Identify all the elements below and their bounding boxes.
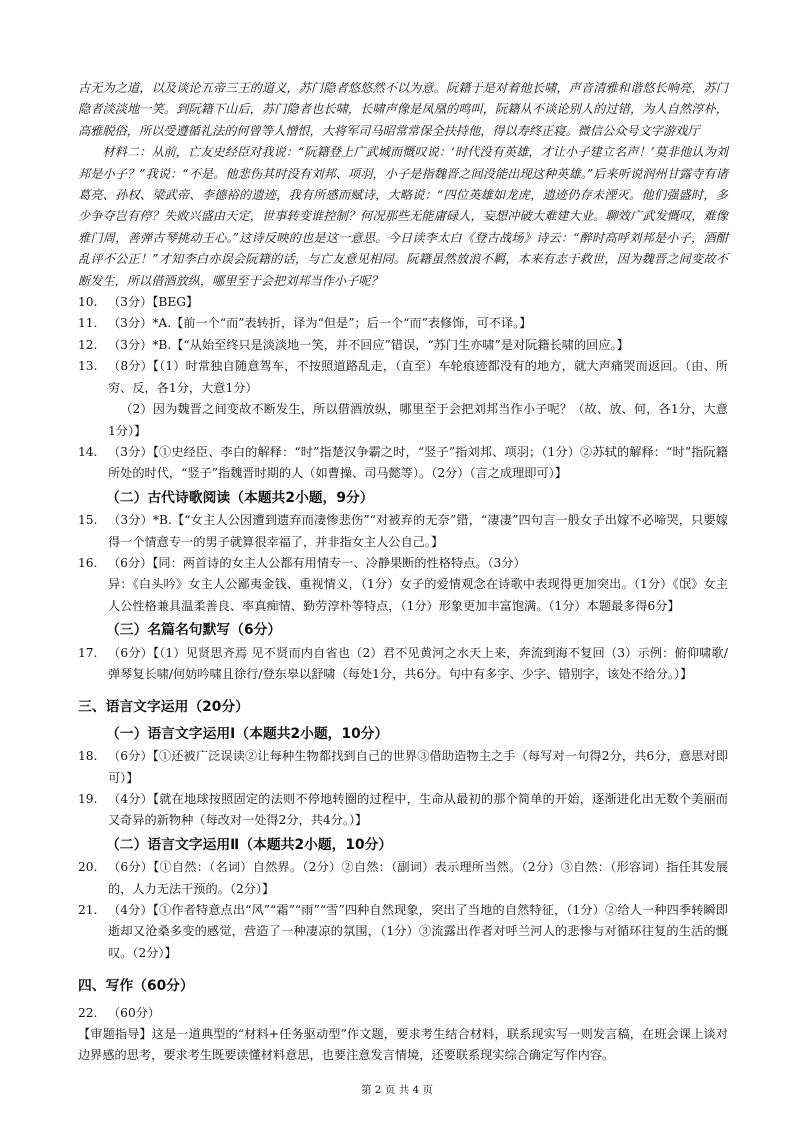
answer-16 xyxy=(78,553,728,574)
question-number: 15. xyxy=(78,513,98,528)
answer-11 xyxy=(78,313,728,334)
part-title-language: 三、语言文字运用（20分） xyxy=(78,699,249,716)
answer-text: （6分）【同：两首诗的女主人公都有用情专一、冷静果断的性格特点。（3分） xyxy=(108,555,526,570)
answer-16-continued: 异：《白头吟》女主人公鄙夷金钱、重视情义，（1分）女子的爱情观念在诗歌中表现得更加突出。（1分）《氓》女主人公性格兼具温柔善良、率真痴情、勤劳淳朴等特点，（1分）形象更加丰富饱满。（1分）本题最多得6分】 xyxy=(108,577,728,613)
answer-text: （3分）*B.【“女主人公因遭到遗弃而凄惨悲伤”“对被弃的无奈”错，“凄凄”四句言一般女子出嫁不必啼哭，只要嫁得一个情意专一的男子就算很幸福了，并非指女主人公自己。】 xyxy=(108,513,728,549)
answer-text: （4分）【就在地球按照固定的法则不停地转圈的过程中，生命从最初的那个简单的开始，逐渐进化出无数个美丽而又奇异的新物种（每改对一处得2分，共4分。）】 xyxy=(108,792,728,828)
answer-22 xyxy=(78,1003,728,1024)
page-footer: 第 2 页 共 4 页 xyxy=(360,1084,434,1096)
section-title-recitation: （三）名篇名句默写（6分） xyxy=(106,622,282,639)
question-number: 22. xyxy=(78,1005,98,1020)
answer-19 xyxy=(78,789,728,832)
answer-10 xyxy=(78,292,728,313)
question-number: 12. xyxy=(78,337,98,352)
section-title-poetry: （二）古代诗歌阅读（本题共2小题，9分） xyxy=(106,489,374,506)
question-number: 16. xyxy=(78,555,98,570)
answer-17 xyxy=(78,643,728,686)
question-number: 19. xyxy=(78,792,98,806)
answer-text: （6分）【①自然：（名词）自然界。（2分）②自然：（副词）表示理所当然。（2分）③自然：（形容词）指任其发展的，人力无法干预的。（2分）】 xyxy=(108,860,728,896)
section-title-language-2: （二）语言文字运用Ⅱ（本题共2小题，10分） xyxy=(106,836,393,853)
answer-text: （3分）【①史经臣、李白的解释：“时”指楚汉争霸之时，“竖子”指刘邦、项羽；（1分）②苏轼的解释：“时”指阮籍所处的时代，“竖子”指魏晋时期的人（如曹操、司马懿等）。（2分）（言之成理即可）】 xyxy=(108,444,728,481)
answer-text: （6分）【①还被广泛误读②让每种生物都找到自己的世界③借助造物主之手（每写对一句得2分，共6分，意思对即可）】 xyxy=(108,749,728,785)
writing-guide: 【审题指导】这是一道典型的“材料+任务驱动型”作文题，要求考生结合材料，联系现实写一则发言稿，在班会课上谈对边界感的思考，要求考生既要读懂材料意思，也要注意发言情境，还要联系现实综合确定写作内容。 xyxy=(78,1027,728,1063)
answer-14 xyxy=(78,442,728,485)
answer-18 xyxy=(78,746,728,789)
answer-13-continued: （2）因为魏晋之间变故不断发生，所以借酒放纵，哪里至于会把刘邦当作小子呢？（故、放、何，各1分，大意1分）】 xyxy=(108,402,728,438)
question-number: 14. xyxy=(78,444,98,459)
answer-text: （4分）【①作者特意点出“风”“霜”“雨”“雪”四种自然现象，突出了当地的自然特征，（1分）②给人一种四季转瞬即逝却又沧桑多变的感觉，营造了一种凄凉的氛围，（1分）③流露出作者对呼兰河人的悲惨与对循环往复的生活的慨叹。（2分）】 xyxy=(108,903,728,960)
answer-text: （3分）*B.【“从始至终只是淡淡地一笑，并不回应”错误，“苏门生亦啸”是对阮籍长啸的回应。】 xyxy=(108,337,629,352)
question-number: 11. xyxy=(78,316,98,331)
answer-text: （60分） xyxy=(108,1005,161,1020)
answer-12 xyxy=(78,335,728,356)
question-number: 10. xyxy=(78,295,98,310)
question-number: 20. xyxy=(78,860,98,875)
answer-text: （6分）【（1）见贤思齐焉 见不贤而内自省也（2）君不见黄河之水天上来，奔流到海不复回（3）示例：俯仰啸歌/弹琴复长啸/何妨吟啸且徐行/登东皋以舒啸（每处1分，共6分。句中有多字、少字、错别字，该处不给分。）】 xyxy=(108,645,728,681)
question-number: 21. xyxy=(78,903,98,918)
answer-text: （8分）【（1）时常独自随意驾车，不按照道路乱走，（直至）车轮痕迹都没有的地方，就大声痛哭而返回。（由、所穷、反，各1分，大意1分） xyxy=(108,359,728,395)
answer-20 xyxy=(78,857,728,900)
question-number: 17. xyxy=(78,645,98,660)
question-number: 18. xyxy=(78,749,98,764)
answer-text: （3分）*A.【前一个“而”表转折，译为“但是”；后一个“而”表修饰，可不译。】 xyxy=(108,316,532,331)
question-number: 13. xyxy=(78,359,98,374)
answer-text: （3分）【BEG】 xyxy=(108,295,199,310)
intro-paragraph-1: 古无为之道，以及谈论五帝三王的道义，苏门隐者悠悠然不以为意。阮籍于是对着他长啸，声音清雅和谐悠长响亮，苏门隐者淡淡地一笑。到阮籍下山后，苏门隐者也长啸，长啸声像是凤凰的鸣叫，阮籍从不谈论别人的过错，为人自然淳朴，高雅脱俗，所以受遵循礼法的何曾等人憎恨，大将军司马昭常常保全扶持他，得以寿终正寝。微信公众号文字游戏厅 xyxy=(78,81,728,138)
answer-21 xyxy=(78,900,728,964)
section-title-language-1: （一）语言文字运用Ⅰ（本题共2小题，10分） xyxy=(106,725,389,742)
answer-15 xyxy=(78,510,728,553)
part-title-writing: 四、写作（60分） xyxy=(78,978,194,995)
content xyxy=(78,78,728,1067)
answer-13 xyxy=(78,356,728,399)
intro-paragraph-2: 材料二：从前，亡友史经臣对我说：“阮籍登上广武城而慨叹说：‘时代没有英雄，才让小子建立名声！’莫非他认为刘邦是小子？”我说：“不是。他悲伤其时没有刘邦、项羽，小子是指魏晋之间没能出现这种英雄。”后来听说润州甘露寺有诸葛亮、孙权、梁武帝、李德裕的遗迹，我有所感而赋诗，大略说：“四位英雄如龙虎，遗迹仍存未湮灭。他们强盛时，多少争夺岂有停？失败兴盛由天定，世事转变谁控制？何况那些无能庸碌人，妄想冲破大难建大业。聊效广武发慨叹，难像雅门周，善弹古琴挑动王心。”这诗反映的也是这一意思。今日读李太白《登古战场》诗云：“醉时高呼刘邦是小子，酒酣乱评不公正！”才知李白亦误会阮籍的话，与亡友意见相同。阮籍虽然放浪不羁，本来有志于救世，因为魏晋之间变故不断发生，所以借酒放纵，哪里至于会把刘邦当作小子呢？ xyxy=(78,145,728,288)
